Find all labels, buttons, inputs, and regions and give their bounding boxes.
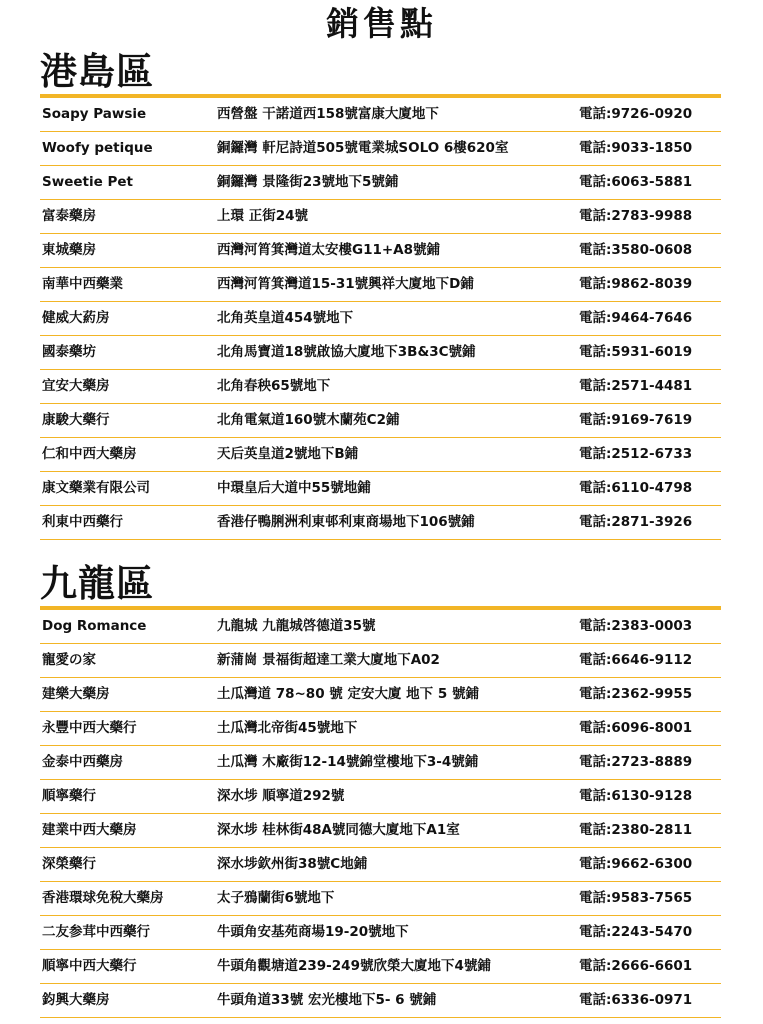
store-phone: 電話:6336-0971	[579, 992, 693, 1008]
store-row	[40, 916, 721, 950]
region-heading: 九龍區	[40, 562, 154, 605]
store-list	[40, 610, 721, 1018]
store-address: 深水埗 桂林街48A號同德大廈地下A1室	[217, 822, 460, 838]
store-phone: 電話:2380-2811	[579, 822, 693, 838]
store-row	[40, 302, 721, 336]
store-phone: 電話:2783-9988	[579, 208, 693, 224]
store-name: 宜安大藥房	[42, 378, 110, 394]
store-name: 健威大葯房	[42, 310, 110, 326]
store-phone: 電話:2383-0003	[579, 618, 693, 634]
page-title: 銷售點	[326, 4, 437, 43]
store-name: 建樂大藥房	[42, 686, 110, 702]
store-phone: 電話:9726-0920	[579, 106, 693, 122]
store-address: 西灣河筲箕灣道太安樓G11+A8號鋪	[217, 242, 441, 258]
store-address: 西灣河筲箕灣道15-31號興祥大廈地下D鋪	[217, 276, 474, 292]
store-name: 永豐中西大藥行	[42, 720, 137, 736]
store-phone: 電話:6646-9112	[579, 652, 693, 668]
store-name: Soapy Pawsie	[42, 106, 147, 122]
store-address: 香港仔鴨脷洲利東邨利東商場地下106號鋪	[217, 514, 475, 530]
store-address: 深水埗 順寧道292號	[217, 788, 345, 804]
store-list	[40, 98, 721, 540]
store-row	[40, 984, 721, 1018]
store-phone: 電話:2362-9955	[579, 686, 693, 702]
store-name: 順寧中西大藥行	[42, 958, 137, 974]
store-phone: 電話:5931-6019	[579, 344, 693, 360]
store-phone: 電話:6096-8001	[579, 720, 693, 736]
store-phone: 電話:9662-6300	[579, 856, 693, 872]
store-address: 西營盤 干諾道西158號富康大廈地下	[217, 106, 439, 122]
store-name: 富泰藥房	[42, 208, 96, 224]
store-address: 牛頭角觀塘道239-249號欣榮大廈地下4號鋪	[217, 958, 491, 974]
store-row	[40, 712, 721, 746]
store-address: 天后英皇道2號地下B鋪	[217, 446, 359, 462]
store-name: Sweetie Pet	[42, 174, 133, 190]
store-address: 銅鑼灣 軒尼詩道505號電業城SOLO 6樓620室	[217, 140, 509, 156]
store-row	[40, 200, 721, 234]
store-phone: 電話:2243-5470	[579, 924, 693, 940]
region-kowloon	[40, 562, 721, 1018]
store-row	[40, 404, 721, 438]
store-address: 牛頭角安基苑商場19-20號地下	[217, 924, 409, 940]
store-row	[40, 506, 721, 540]
store-row	[40, 370, 721, 404]
store-row	[40, 848, 721, 882]
store-name: Woofy petique	[42, 140, 153, 156]
store-address: 北角馬寶道18號啟協大廈地下3B&3C號鋪	[217, 344, 476, 360]
store-address: 牛頭角道33號 宏光樓地下5- 6 號鋪	[217, 992, 437, 1008]
store-row	[40, 268, 721, 302]
store-phone: 電話:6110-4798	[579, 480, 693, 496]
store-name: 香港環球免稅大藥房	[42, 890, 164, 906]
store-phone: 電話:2871-3926	[579, 514, 693, 530]
store-name: 深榮藥行	[42, 856, 96, 872]
store-phone: 電話:6130-9128	[579, 788, 693, 804]
store-row	[40, 234, 721, 268]
store-address: 北角春秧65號地下	[217, 378, 331, 394]
store-phone: 電話:2571-4481	[579, 378, 693, 394]
store-phone: 電話:9862-8039	[579, 276, 693, 292]
store-address: 土瓜灣道 78~80 號 定安大廈 地下 5 號鋪	[217, 686, 479, 702]
region-heading: 港島區	[40, 50, 154, 93]
store-address: 銅鑼灣 景隆街23號地下5號鋪	[217, 174, 399, 190]
store-row	[40, 610, 721, 644]
store-row	[40, 132, 721, 166]
store-address: 九龍城 九龍城啓德道35號	[217, 618, 376, 634]
store-phone: 電話:6063-5881	[579, 174, 693, 190]
store-row	[40, 746, 721, 780]
store-name: 二友参茸中西藥行	[42, 924, 150, 940]
store-name: 仁和中西大藥房	[42, 446, 137, 462]
store-name: 利東中西藥行	[42, 514, 123, 530]
store-row	[40, 678, 721, 712]
store-phone: 電話:9169-7619	[579, 412, 693, 428]
store-phone: 電話:3580-0608	[579, 242, 693, 258]
store-name: 金泰中西藥房	[42, 754, 123, 770]
region-hong-kong-island	[40, 50, 721, 540]
store-row	[40, 950, 721, 984]
store-phone: 電話:9033-1850	[579, 140, 693, 156]
store-row	[40, 166, 721, 200]
store-name: 鈞興大藥房	[42, 992, 110, 1008]
store-address: 北角英皇道454號地下	[217, 310, 354, 326]
store-address: 土瓜灣 木廠街12-14號錦堂樓地下3-4號鋪	[217, 754, 479, 770]
store-phone: 電話:9464-7646	[579, 310, 693, 326]
store-name: 建業中西大藥房	[42, 822, 137, 838]
store-row	[40, 644, 721, 678]
store-address: 新蒲崗 景福街超達工業大廈地下A02	[217, 652, 440, 668]
store-name: Dog Romance	[42, 618, 147, 634]
store-name: 康駿大藥行	[42, 412, 110, 428]
store-address: 北角電氣道160號木蘭苑C2鋪	[217, 412, 400, 428]
store-phone: 電話:2723-8889	[579, 754, 693, 770]
store-address: 中環皇后大道中55號地鋪	[217, 480, 371, 496]
store-phone: 電話:2512-6733	[579, 446, 693, 462]
store-address: 土瓜灣北帝街45號地下	[217, 720, 358, 736]
store-name: 順寧藥行	[42, 788, 96, 804]
store-phone: 電話:9583-7565	[579, 890, 693, 906]
store-row	[40, 780, 721, 814]
store-row	[40, 98, 721, 132]
store-row	[40, 882, 721, 916]
store-address: 太子鴉蘭街6號地下	[217, 890, 335, 906]
store-row	[40, 336, 721, 370]
store-name: 康文藥業有限公司	[42, 480, 150, 496]
store-name: 國泰藥坊	[42, 344, 96, 360]
store-phone: 電話:2666-6601	[579, 958, 693, 974]
store-name: 寵愛の家	[42, 652, 96, 668]
store-row	[40, 472, 721, 506]
store-address: 上環 正街24號	[217, 208, 308, 224]
store-address: 深水埗欽州街38號C地鋪	[217, 856, 368, 872]
store-row	[40, 814, 721, 848]
store-name: 南華中西藥業	[42, 276, 123, 292]
store-row	[40, 438, 721, 472]
store-name: 東城藥房	[42, 242, 96, 258]
